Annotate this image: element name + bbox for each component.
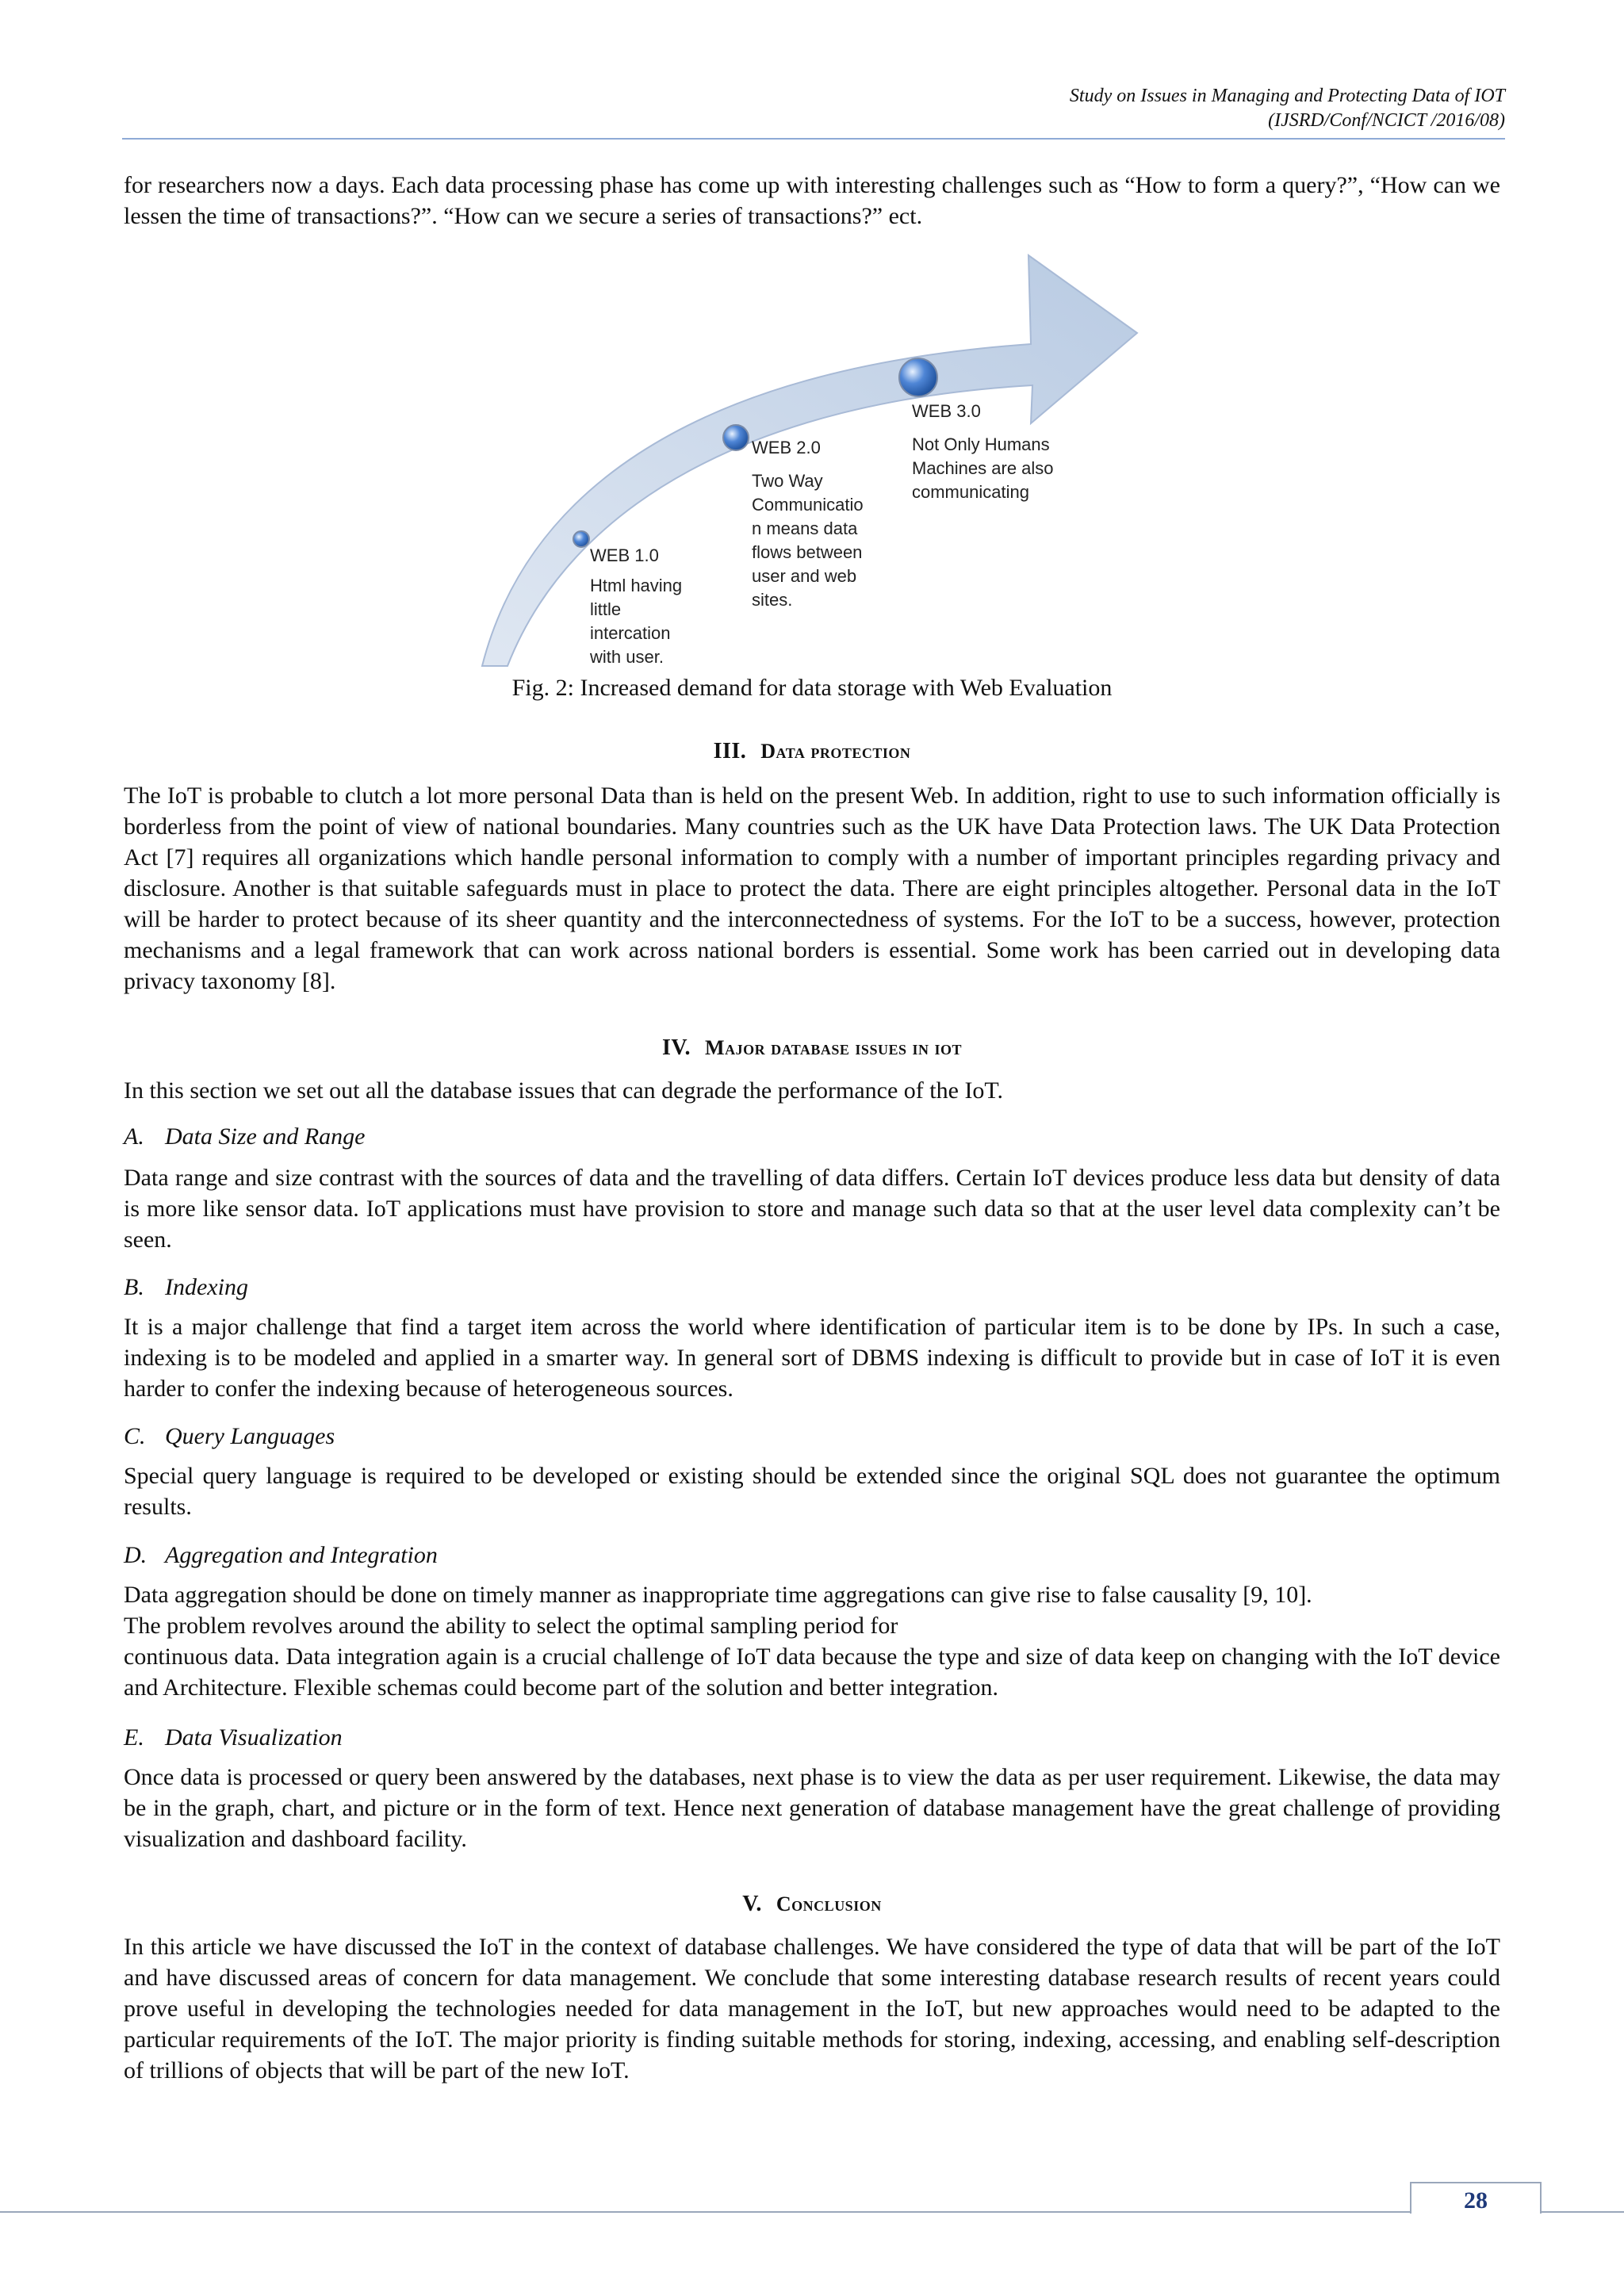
subsection-letter: B. bbox=[124, 1274, 144, 1300]
web2-line: Communicatio bbox=[752, 495, 864, 515]
web1-marker-icon bbox=[573, 531, 589, 547]
subsection-heading-visualization bbox=[124, 1722, 343, 1753]
subsection-letter: E. bbox=[124, 1724, 144, 1751]
section-title: Conclusion bbox=[776, 1892, 882, 1915]
web1-line: Html having bbox=[590, 576, 683, 595]
subsection-heading-data-size bbox=[124, 1121, 365, 1152]
subsection-title: Indexing bbox=[165, 1274, 248, 1300]
web1-line: intercation bbox=[590, 623, 671, 643]
web1-line: little bbox=[590, 599, 622, 619]
section-number: III. bbox=[713, 739, 747, 763]
header-divider bbox=[122, 138, 1505, 140]
web2-title: WEB 2.0 bbox=[752, 438, 821, 457]
section-intro bbox=[124, 1075, 1500, 1106]
web2-line: flows between bbox=[752, 542, 863, 562]
subsection-body-visualization bbox=[124, 1762, 1500, 1854]
intro-paragraph: for researchers now a days. Each data processing phase has come up with interesting challenges such as “How to form a query?”, “How can we lessen the time of transactions?”. “How can we secure a series of transactions?” ect. bbox=[124, 172, 1500, 229]
subsection-body-data-size bbox=[124, 1162, 1500, 1255]
section-heading-conclusion bbox=[0, 1892, 1624, 1917]
paragraph: Special query language is required to be developed or existing should be extended since the original SQL does not guarantee the optimum results. bbox=[124, 1463, 1500, 1520]
subsection-body-query-languages bbox=[124, 1460, 1500, 1522]
paragraph: It is a major challenge that find a target item across the world where identification of particular item is to be done by IPs. In such a case, indexing is to be modeled and applied in a smarter way. In general sort of DBMS indexing is difficult to provide but in case of IoT it is even harder to confer the indexing because of heterogeneous sources. bbox=[124, 1314, 1500, 1402]
subsection-heading-aggregation bbox=[124, 1540, 438, 1571]
subsection-heading-query-languages bbox=[124, 1421, 335, 1452]
running-header-ref: (IJSRD/Conf/NCICT /2016/08) bbox=[1268, 110, 1505, 131]
running-header bbox=[1070, 84, 1505, 133]
web-evolution-diagram bbox=[476, 251, 1166, 675]
paragraph: The IoT is probable to clutch a lot more personal Data than is held on the present Web. In addition, right to use to such information officially is borderless from the point of view of national boundaries. Many countries such as the UK have Data Protection laws. The UK Data Protection Act [7] requires all organizations which handle personal information to comply with a number of important principles regarding privacy and disclosure. Another is that suitable safeguards must in place to protect the data. There are eight principles altogether. Personal data in the IoT will be harder to protect because of its sheer quantity and the interconnectedness of systems. For the IoT to be a success, however, protection mechanisms and a legal framework that can work across national borders is essential. Some work has been carried out in developing data privacy taxonomy [8]. bbox=[124, 783, 1500, 994]
page-number: 28 bbox=[1410, 2182, 1542, 2214]
web1-title: WEB 1.0 bbox=[590, 545, 659, 565]
section-number: IV. bbox=[662, 1035, 691, 1060]
section-heading-major-database-issues bbox=[0, 1035, 1624, 1061]
subsection-letter: A. bbox=[124, 1123, 144, 1150]
subsection-title: Data Size and Range bbox=[165, 1123, 366, 1150]
web1-line: with user. bbox=[590, 647, 664, 667]
subsection-body-aggregation bbox=[124, 1579, 1500, 1703]
paragraph: Data range and size contrast with the sources of data and the travelling of data differs. Certain IoT devices produce less data but density of data is more like sensor data. IoT applications must have provision to store and manage such data so that at the user level data complexity can’t be seen. bbox=[124, 1165, 1500, 1253]
paragraph: Once data is processed or query been answered by the databases, next phase is to view the data as per user requirement. Likewise, the data may be in the graph, chart, and picture or in the form of text. Hence next generation of database management have the great challenge of providing visualization and dashboard facility. bbox=[124, 1764, 1500, 1852]
web2-line: n means data bbox=[752, 519, 858, 538]
paragraph: In this article we have discussed the IoT in the context of database challenges. We have considered the type of data that will be part of the IoT and have discussed areas of concern for data management. We conclude that some interesting database research results of recent years could prove useful in developing the technologies needed for data management in the IoT, but new approaches would need to be adapted to the particular requirements of the IoT. The major priority is finding suitable methods for storing, indexing, accessing, and enabling self-description of trillions of objects that will be part of the new IoT. bbox=[124, 1934, 1500, 2084]
section-title: Major database issues in iot bbox=[705, 1036, 962, 1059]
subsection-letter: C. bbox=[124, 1423, 146, 1449]
subsection-letter: D. bbox=[124, 1542, 147, 1568]
web3-line: Machines are also bbox=[912, 458, 1054, 478]
web2-marker-icon bbox=[723, 425, 749, 450]
web2-line: sites. bbox=[752, 590, 793, 610]
web3-line: Not Only Humans bbox=[912, 434, 1050, 454]
figure-web-evolution bbox=[476, 251, 1166, 675]
section-body-conclusion bbox=[124, 1931, 1500, 2086]
section-number: V. bbox=[742, 1892, 762, 1916]
web3-line: communicating bbox=[912, 482, 1029, 502]
paragraph: In this section we set out all the database issues that can degrade the performance of the IoT. bbox=[124, 1077, 1004, 1104]
footer-divider bbox=[0, 2211, 1624, 2213]
paragraph-line: Data aggregation should be done on timely manner as inappropriate time aggregations can give rise to false causality [9, 10]. bbox=[124, 1582, 1312, 1608]
section-body-data-protection bbox=[124, 780, 1500, 997]
figure-caption: Fig. 2: Increased demand for data storage with Web Evaluation bbox=[511, 675, 1113, 701]
web2-line: Two Way bbox=[752, 471, 823, 491]
paragraph-line: The problem revolves around the ability to select the optimal sampling period for bbox=[124, 1613, 898, 1639]
running-header-title: Study on Issues in Managing and Protecting Data of IOT bbox=[1069, 86, 1505, 106]
web3-marker-icon bbox=[899, 358, 937, 396]
subsection-title: Query Languages bbox=[165, 1423, 335, 1449]
section-heading-data-protection bbox=[0, 739, 1624, 764]
section-title: Data protection bbox=[760, 740, 911, 763]
web3-title: WEB 3.0 bbox=[912, 401, 981, 421]
subsection-title: Data Visualization bbox=[165, 1724, 343, 1751]
paragraph: continuous data. Data integration again is a crucial challenge of IoT data because the type and size of data keep on changing with the IoT device and Architecture. Flexible schemas could become part of the solution and better integration. bbox=[124, 1644, 1500, 1701]
subsection-body-indexing bbox=[124, 1311, 1500, 1404]
subsection-title: Aggregation and Integration bbox=[165, 1542, 438, 1568]
web2-line: user and web bbox=[752, 566, 857, 586]
intro-paragraph-block bbox=[124, 170, 1500, 232]
subsection-heading-indexing bbox=[124, 1272, 248, 1303]
